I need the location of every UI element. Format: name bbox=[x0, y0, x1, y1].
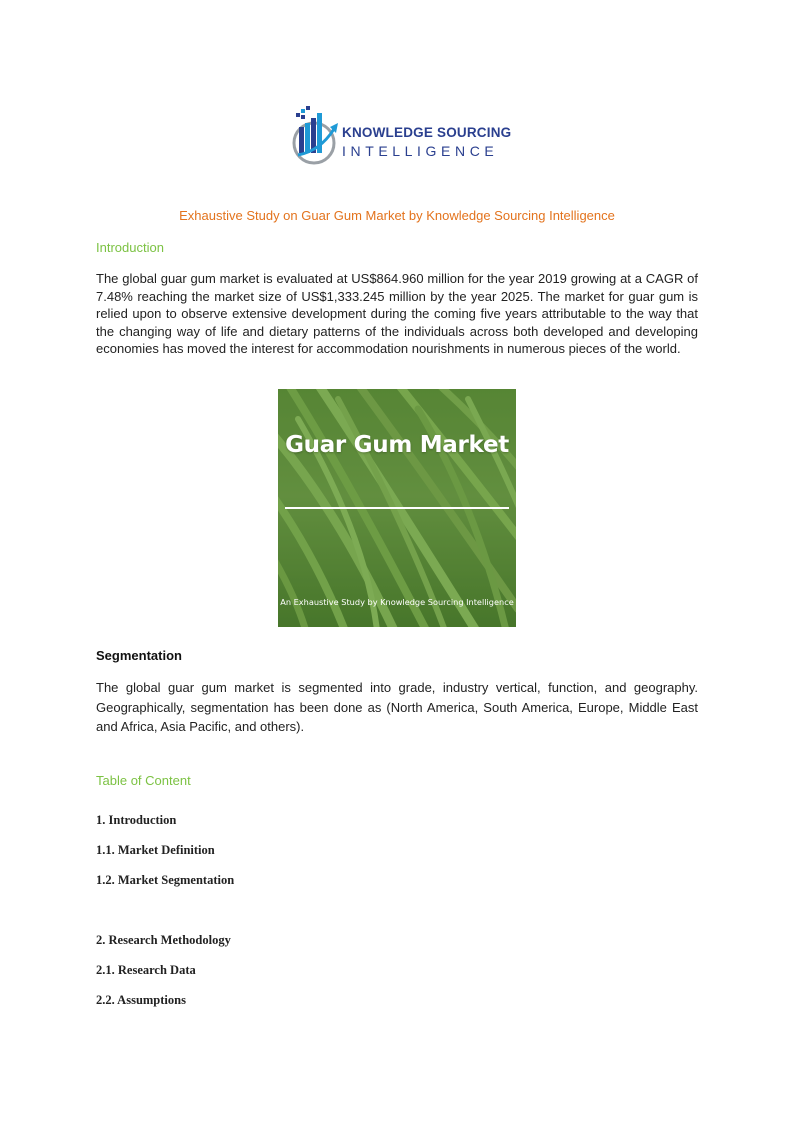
toc-item: 1.1. Market Definition bbox=[96, 843, 215, 857]
guar-gum-market-image bbox=[278, 389, 516, 627]
document-title: Exhaustive Study on Guar Gum Market by Knowledge Sourcing Intelligence bbox=[179, 208, 615, 223]
company-logo bbox=[290, 105, 510, 167]
logo-text-primary: KNOWLEDGE SOURCING bbox=[342, 125, 512, 140]
image-subtitle: An Exhaustive Study by Knowledge Sourcing Intelligence bbox=[280, 597, 514, 607]
logo-text-secondary: INTELLIGENCE bbox=[342, 143, 499, 159]
toc-item: 2. Research Methodology bbox=[96, 933, 231, 947]
introduction-heading: Introduction bbox=[96, 240, 164, 255]
toc-item: 2.2. Assumptions bbox=[96, 993, 186, 1007]
image-title: Guar Gum Market bbox=[285, 432, 509, 458]
segmentation-heading: Segmentation bbox=[96, 648, 182, 663]
introduction-paragraph: The global guar gum market is evaluated at US$864.960 million for the year 2019 growing at a CAGR of 7.48% reaching the market size of US$1,333.245 million by the year 2025. The market for guar gum is relied upon to observe extensive development during the coming five years attributable to the way that the changing way of life and dietary patterns of the individuals across both developed and developing economies has moved the interest for accommodation nourishments in numerous pieces of the world. bbox=[96, 271, 698, 357]
toc-heading: Table of Content bbox=[96, 773, 191, 788]
toc-item: 2.1. Research Data bbox=[96, 963, 196, 977]
ksi-logo-icon bbox=[290, 105, 342, 165]
image-divider bbox=[285, 507, 509, 509]
segmentation-paragraph: The global guar gum market is segmented into grade, industry vertical, function, and geography. Geographically, segmentation has been done as (North America, South America, Europe, Middle East and Africa, Asia Pacific, and others). bbox=[96, 680, 698, 734]
toc-item: 1.2. Market Segmentation bbox=[96, 873, 235, 887]
toc-item: 1. Introduction bbox=[96, 813, 177, 827]
